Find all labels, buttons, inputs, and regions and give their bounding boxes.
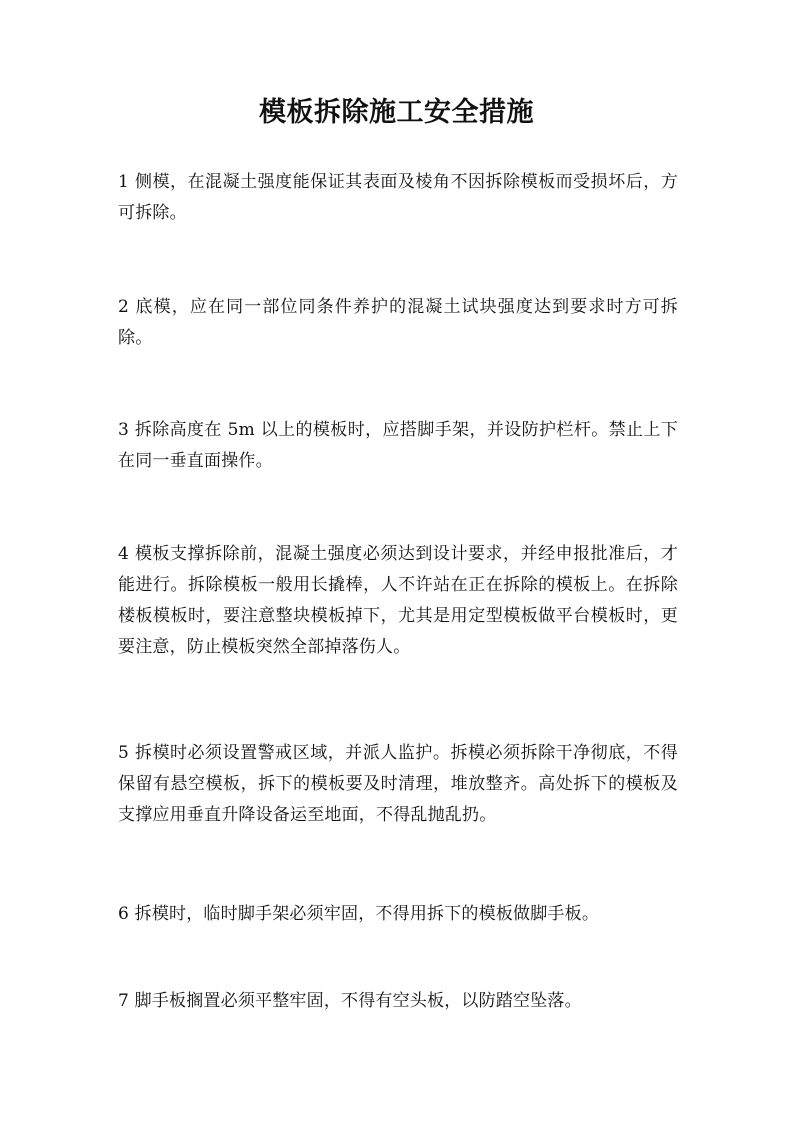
paragraph-7: 7 脚手板搁置必须平整牢固，不得有空头板，以防踏空坠落。	[118, 991, 582, 1011]
paragraph-4: 4 模板支撑拆除前，混凝土强度必须达到设计要求，并经申报批准后，才能进行。拆除模板一般用长撬棒，人不许站在正在拆除的模板上。在拆除楼板模板时，要注意整块模板掉下，尤其是用定型模板做平台模板时，更要注意，防止模板突然全部掉落伤人。	[118, 544, 678, 657]
paragraph-2: 2 底模，应在同一部位同条件养护的混凝土试块强度达到要求时方可拆除。	[118, 297, 678, 348]
paragraph-6: 6 拆模时，临时脚手架必须牢固，不得用拆下的模板做脚手板。	[118, 904, 600, 924]
paragraph-5: 5 拆模时必须设置警戒区域，并派人监护。拆模必须拆除干净彻底，不得保留有悬空模板，拆下的模板要及时清理，堆放整齐。高处拆下的模板及支撑应用垂直升降设备运至地面，不得乱抛乱扔。	[118, 743, 678, 825]
document-title: 模板拆除施工安全措施	[259, 97, 534, 128]
paragraph-1: 1 侧模，在混凝土强度能保证其表面及棱角不因拆除模板而受损坏后，方可拆除。	[118, 172, 678, 223]
paragraph-3: 3 拆除高度在 5m 以上的模板时，应搭脚手架，并设防护栏杆。禁止上下在同一垂直面操作。	[118, 420, 678, 471]
